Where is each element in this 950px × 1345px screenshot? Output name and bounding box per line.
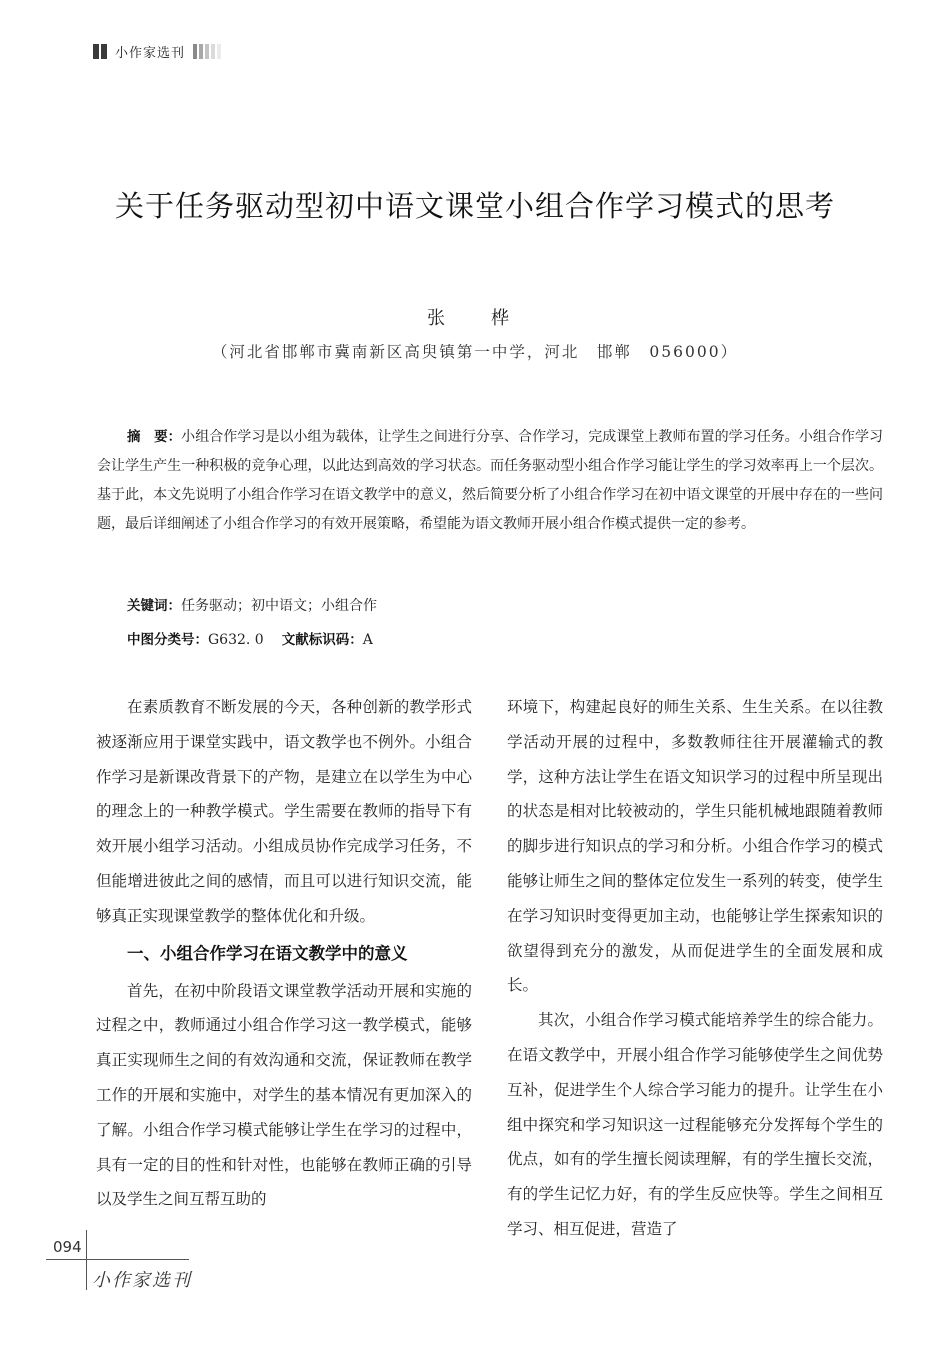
journal-header (93, 42, 223, 60)
clc-label: 中图分类号： (127, 632, 208, 648)
abstract (97, 423, 883, 539)
left-column (96, 690, 472, 1217)
footer-divider-vertical (86, 1230, 87, 1290)
fade-bar (193, 44, 197, 59)
article-title: 关于任务驱动型初中语文课堂小组合作学习模式的思考 (114, 189, 835, 223)
journal-name: 小作家选刊 (115, 45, 186, 61)
classification-line (127, 628, 373, 648)
body-paragraph: 环境下，构建起良好的师生关系、生生关系。在以往教学活动开展的过程中，多数教师往往开展灌输式的教学，这种方法让学生在语文知识学习的过程中所呈现出的状态是相对比较被动的，学生只能机械地跟随着教师的脚步进行知识点的学习和分析。小组合作学习的模式能够让师生之间的整体定位发生一系列的转变，使学生在学习知识时变得更加主动，也能够让学生探索知识的欲望得到充分的激发，从而促进学生的全面发展和成长。 (507, 698, 883, 995)
body-paragraph: 其次，小组合作学习模式能培养学生的综合能力。在语文教学中，开展小组合作学习能够使学生之间优势互补，促进学生个人综合学习能力的提升。让学生在小组中探究和学习知识这一过程能够充分发挥每个学生的优点，如有的学生擅长阅读理解，有的学生擅长交流，有的学生记忆力好，有的学生反应快等。学生之间相互学习、相互促进，营造了 (507, 1011, 883, 1238)
clc-value: G632. 0 (208, 632, 264, 648)
keywords-label: 关键词： (127, 598, 181, 614)
author-affiliation: （河北省邯郸市冀南新区高臾镇第一中学，河北 邯郸 056000） (211, 343, 739, 361)
fade-bar (205, 44, 209, 59)
body-paragraph: 首先，在初中阶段语文课堂教学活动开展和实施的过程之中，教师通过小组合作学习这一教学模式，能够真正实现师生之间的有效沟通和交流，保证教师在教学工作的开展和实施中，对学生的基本情况有更加深入的了解。小组合作学习模式能够让学生在学习的过程中，具有一定的目的性和针对性，也能够在教师正确的引导以及学生之间互帮互助的 (96, 981, 472, 1209)
article-author: 张 桦 (427, 308, 523, 329)
abstract-label: 摘 要： (127, 429, 182, 445)
fade-bar (211, 44, 215, 59)
section-heading: 一、小组合作学习在语文教学中的意义 (127, 943, 408, 963)
footer-divider-horizontal (46, 1259, 189, 1260)
journal-logo: 小作家选刊 (92, 1270, 192, 1291)
keywords-text: 任务驱动；初中语文；小组合作 (181, 598, 377, 614)
fade-bar (217, 44, 221, 59)
fade-bar (199, 44, 203, 59)
header-fade-bars (193, 44, 223, 59)
abstract-text: 小组合作学习是以小组为载体，让学生之间进行分享、合作学习，完成课堂上教师布置的学习任务。小组合作学习会让学生产生一种积极的竞争心理，以此达到高效的学习状态。而任务驱动型小组合作学习能让学生的学习效率再上一个层次。基于此，本文先说明了小组合作学习在语文教学中的意义，然后简要分析了小组合作学习在初中语文课堂的开展中存在的一些问题，最后详细阐述了小组合作学习的有效开展策略，希望能为语文教师开展小组合作模式提供一定的参考。 (97, 429, 884, 532)
body-paragraph: 在素质教育不断发展的今天，各种创新的教学形式被逐渐应用于课堂实践中，语文教学也不例外。小组合作学习是新课改背景下的产物，是建立在以学生为中心的理念上的一种教学模式。学生需要在教师的指导下有效开展小组学习活动。小组成员协作完成学习任务，不但能增进彼此之间的感情，而且可以进行知识交流，能够真正实现课堂教学的整体优化和升级。 (96, 698, 472, 925)
page-number: 094 (53, 1238, 82, 1256)
doc-code-label: 文献标识码： (281, 632, 363, 648)
doc-code-value: A (362, 632, 373, 648)
header-dark-bars (93, 44, 109, 59)
keywords (127, 594, 377, 615)
right-column (507, 690, 883, 1247)
